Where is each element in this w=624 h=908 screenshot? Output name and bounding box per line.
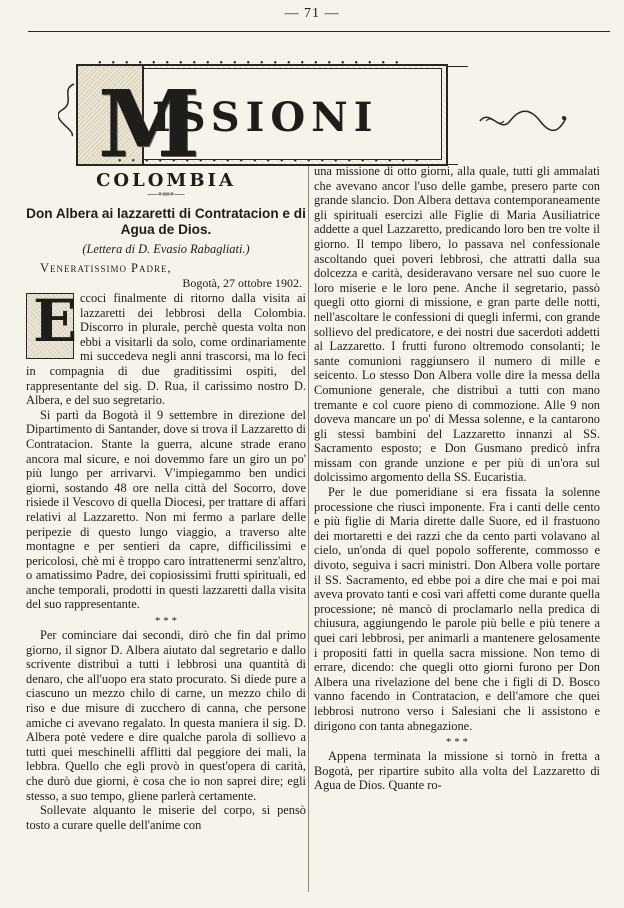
letter-attribution: (Lettera di D. Evasio Rabagliati.)	[82, 242, 250, 256]
asterism: * * *	[155, 615, 177, 628]
paragraph: Per le due pomeridiane si era fissata la solenne processione che riuscì imponente. Fra i canti delle cento e più figlie di Maria dirette dalle Suore, ed il frastuono dei mortaretti e dei razzi che da cento parti volavano al cielo, un'onda di quel popolo sofferente, commosso e divoto, seguiva i sacri ministri. Don Albera volle portare il SS. Sacramento, ed ebbe poi a dire che mai e poi mai aveva provato tanti e così vari affetti come durante quella processione; nè mancò di proclamarlo nella predica di chiusura, aggiungendo le parole più belle e più tenere a quei cari lebbrosi, per animarli a mantenere gelosamente i propositi fatti in quella sacra missione. Non temo di errare, dicendo: che quegli otto giorni furono per Don Albera una rivelazione del bene che i figli di D. Bosco vanno facendo in Contratacion, e dell'amore che quei lebbrosi nutrono verso i Salesiani che li assistono e dirigono con tanta abnegazione.	[314, 485, 600, 733]
right-column	[314, 164, 600, 793]
banner-dots-bottom: •••••••••••••••••••••••	[118, 156, 429, 167]
first-paragraph-block	[26, 287, 306, 408]
missioni-banner	[58, 44, 518, 178]
title-ornament-icon: —∘═∘—	[147, 189, 185, 200]
asterism: * * *	[446, 736, 468, 749]
paragraph: Appena terminata la missione si tornò in fretta a Bogotà, per ripartire subito alla volta del Lazzaretto di Agua de Dios. Quante ro-	[314, 749, 600, 793]
banner-initial-letter: M	[98, 70, 200, 178]
column-divider	[308, 166, 309, 892]
page-number: — 71 —	[284, 6, 340, 21]
paragraph: Si partì da Bogotà il 9 settembre in direzione del Dipartimento di Santander, dove si trova il Lazzaretto di Contratacion. Stante la guerra, alcune strade erano ancora mal sicure, e noi dovemmo fare un giro un po' più lungo per arrivarvi. V'impiegammo ben undici giorni, sostando 48 ore nella città del Socorro, dove risiede il Vescovo di quella Diocesi, per trattare di affari relativi al Lazzaretto. Non mi fermo a parlare delle peripezie di questo lungo viaggio, a traverso alte montagne e per sentieri da capre, difficilissimi e pericolosi, chè mi è troppo caro intrattenermi senz'altro, o amatissimo Padre, dei copiosissimi frutti spirituali, ed anche temporali, prodotti in questi lazzaretti dalla visita del suo rappresentante.	[26, 407, 306, 612]
top-rule	[28, 31, 610, 32]
left-scroll-icon	[58, 80, 78, 140]
banner-title: ISSIONI	[152, 94, 379, 141]
article-subtitle: Don Albera ai lazzaretti di Contratacion e di Agua de Dios.	[26, 206, 306, 237]
banner-initial-box	[76, 64, 200, 178]
drop-cap-letter: E	[33, 287, 78, 355]
left-column	[26, 170, 306, 832]
salutation: Veneratissimo Padre,	[40, 261, 172, 275]
paragraph: ccoci finalmente di ritorno dalla visita ai lazzaretti dei lebbrosi della Colombia. Discorro in plurale, perchè questa volta non ebbi a visitarli da solo, come ordinariamente mi succedeva negli anni trascorsi, ma lo feci in compagnia di due graditissimi ospiti, del rappresentante del sig. D. Rua, il carissimo nostro D. Albera, e del suo segretario.	[26, 291, 306, 408]
scroll-ornament-icon	[478, 106, 568, 136]
paragraph: Per cominciare dai secondi, dirò che fin dal primo giorno, il signor D. Albera aiutato dal segretario e dallo scrivente distribuì a tutti i lebbrosi una quantità di denaro, che all'uopo era stato procurato. Si diede pure a ciascuno un mezzo chilo di carne, un mezzo chilo di riso e due misure di zucchero di canna, che persone amiche ci avevano regalato. In questa maniera il sig. D. Albera potè vedere e dire qualche parola di sollievo a tutti quei meschinelli afflitti dal peggiore dei mali, la lebbra. Quello che egli provò in quest'opera di carità, che durò due giorni, è cosa che io non saprei dire; egli stesso, a suo tempo, gliene parlerà certamente.	[26, 628, 306, 803]
paragraph: Sollevate alquanto le miserie del corpo, si pensò tosto a curare quelle dell'anime con	[26, 803, 306, 832]
paragraph: una missione di otto giorni, alla quale, tutti gli ammalati che avevano ancor l'uso delle gambe, presero parte con grande slancio. Don Albera dettava contemporaneamente gli spirituali esercizi alle Figlie di Maria Ausiliatrice addette a quel Lazzaretto, predicando loro ben tre volte il giorno. Il tempo libero, lo passava nel confessionale ascoltando quei poveri lebbrosi, che attratti dalla sua dolcezza e carità, desideravano versare nel suo cuore le loro miserie e le loro pene. Anche il segretario, passò quegli otto giorni di missione, e gran parte delle notti, nell'ascoltare le confessioni di quegli infermi, con grande sollievo del predicatore, e dei nostri due sacerdoti addetti al Lazzaretto. I frutti furono oltremodo consolanti; le sante comunioni raggiunsero il numero di mille e seicento. Lo stesso Don Albera volle dire la messa della Comunione generale, che distribuì a tutti con mano tremante e col cuore pieno di commozione. Alle 9 non doveva mancare un po' di Messa solenne, e la cantarono gli stessi bambini del Lazzaretto innanzi al SS. Sacramento esposto; e Don Gusmano predicò infra missam con grande unzione e per più di un'ora sul dolcissimo argomento della SS. Eucaristia.	[314, 164, 600, 485]
drop-cap	[26, 287, 78, 359]
section-title: COLOMBIA	[96, 170, 236, 191]
dateline: Bogotà, 27 ottobre 1902.	[182, 276, 302, 290]
